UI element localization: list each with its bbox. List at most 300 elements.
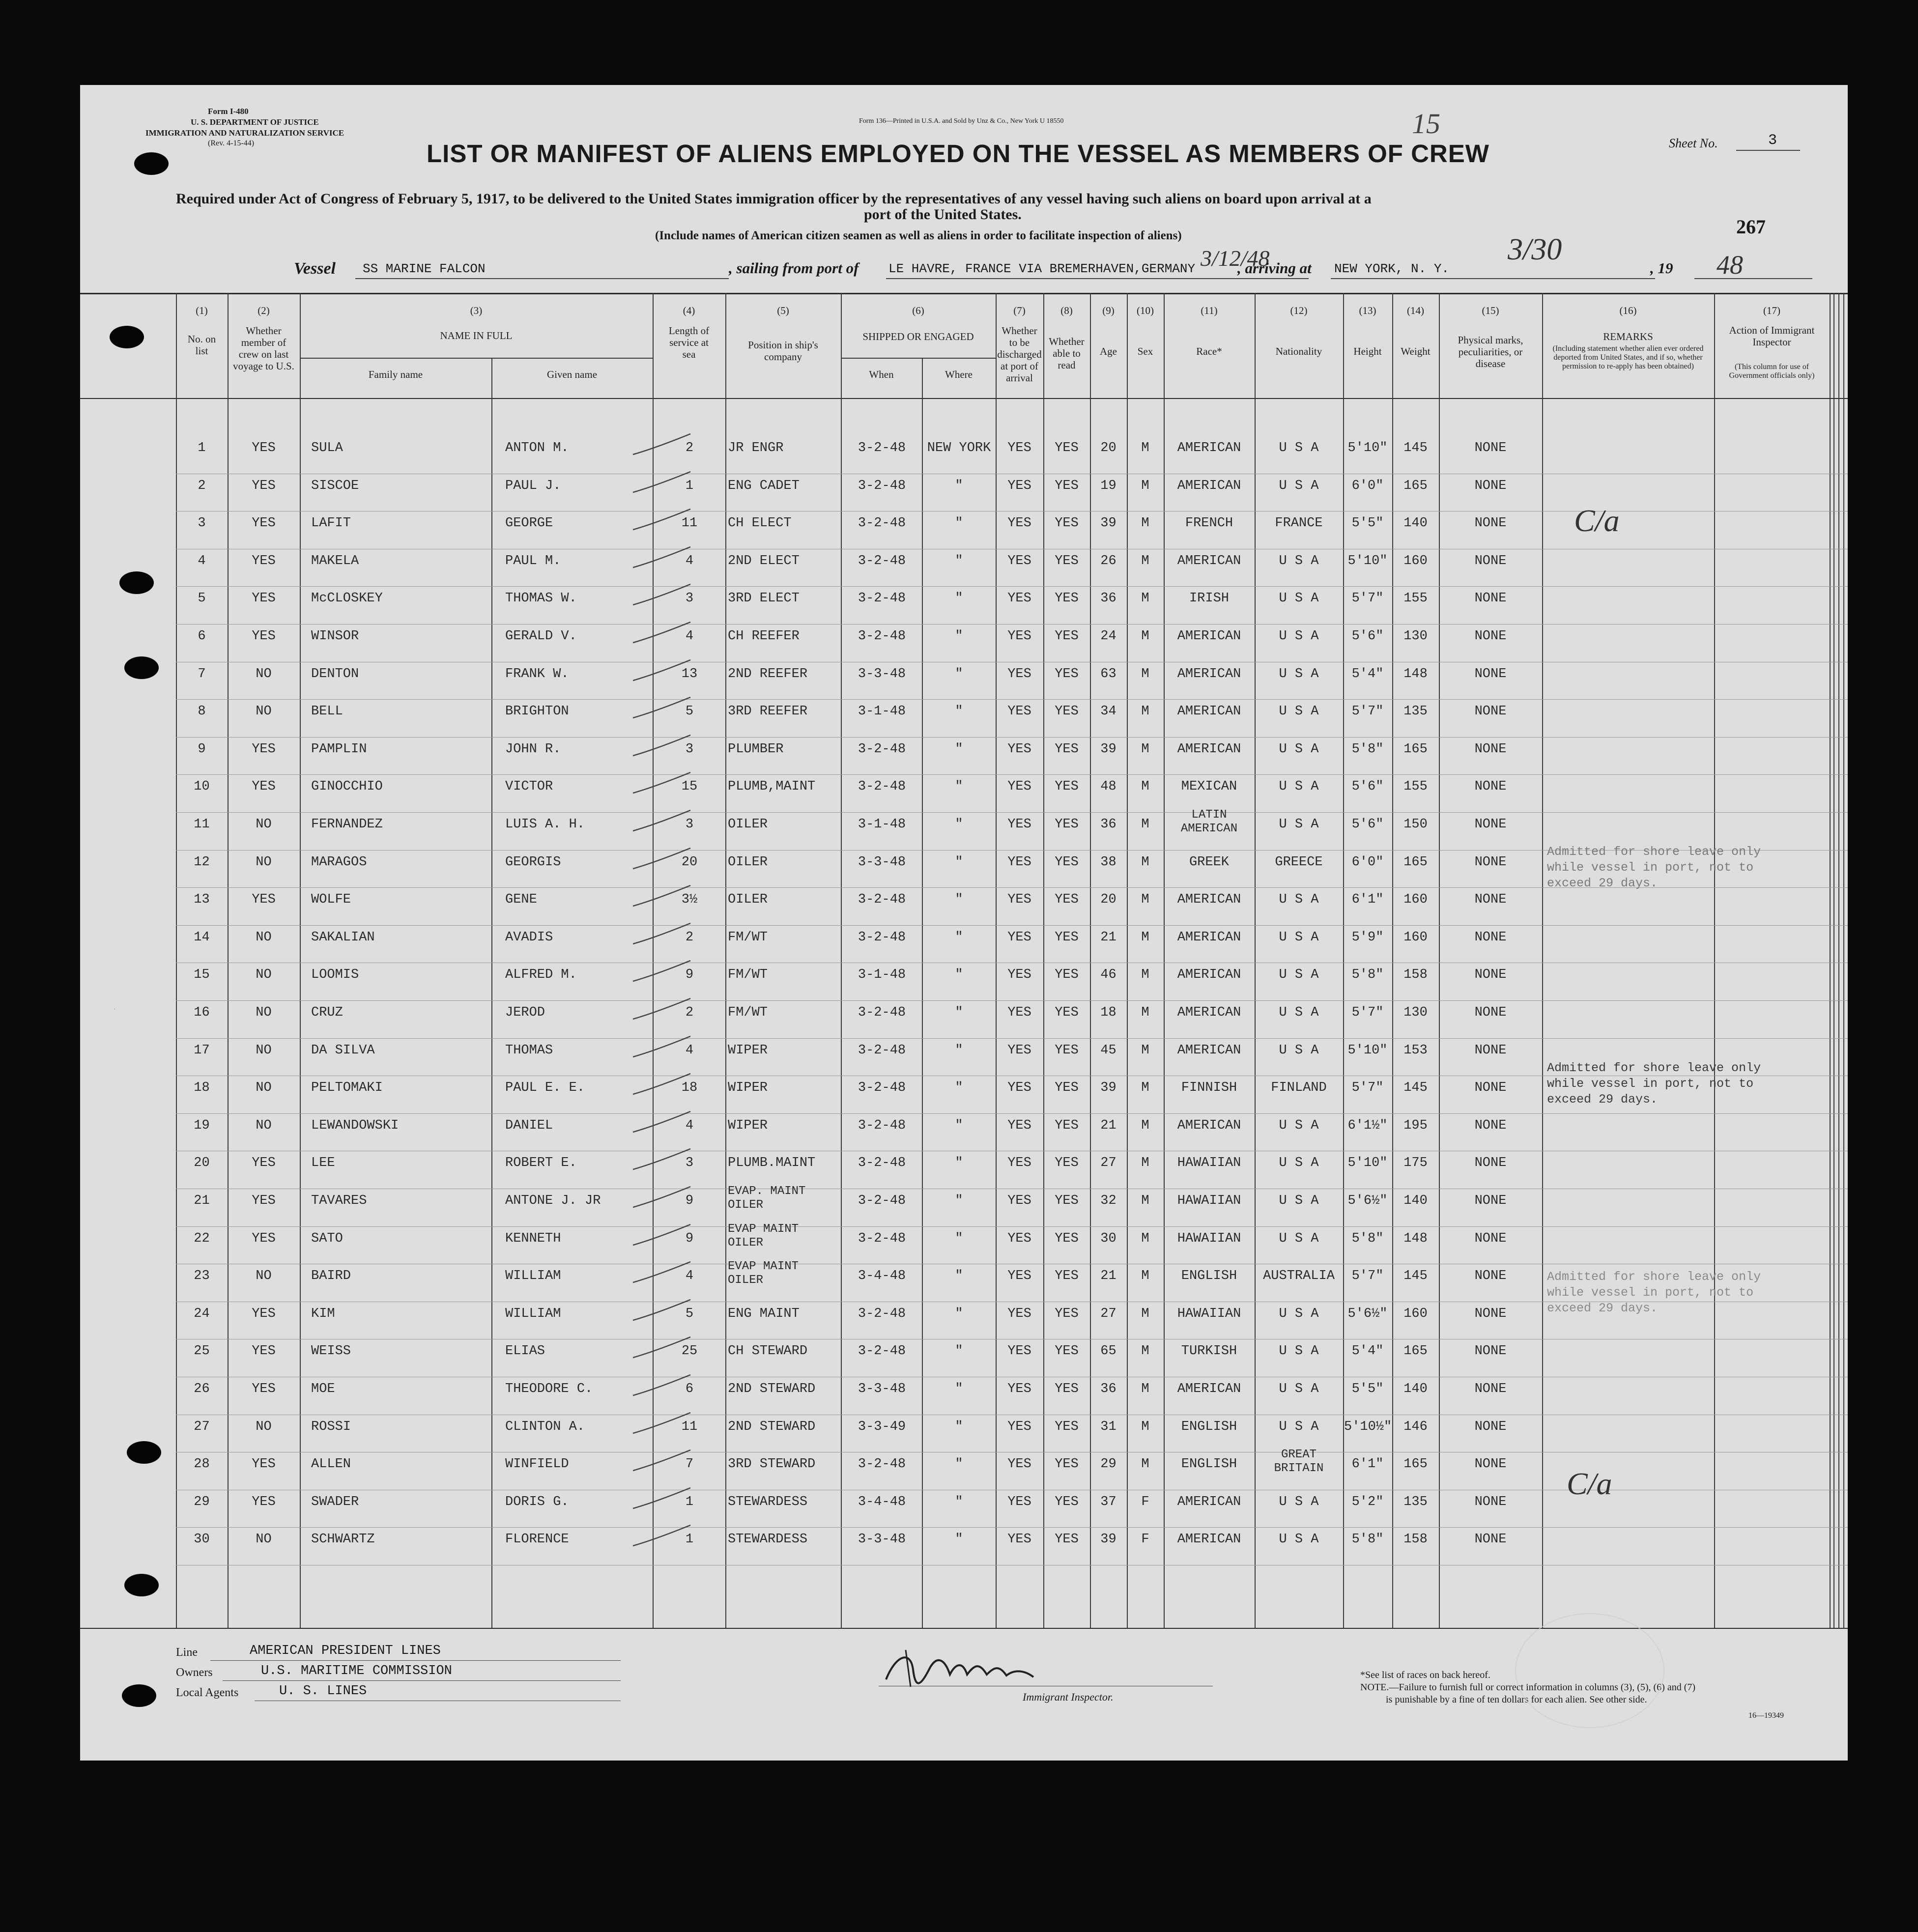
row-position: ENG MAINT	[728, 1306, 800, 1321]
row-discharged: YES	[1007, 478, 1031, 493]
row-physical-marks: NONE	[1474, 892, 1507, 908]
row-given-name: FRANK W.	[505, 666, 569, 682]
row-service-length: 4	[685, 629, 694, 644]
check-mark	[630, 693, 694, 723]
row-nationality: U S A	[1279, 741, 1319, 757]
row-race: AMERICAN	[1177, 1043, 1241, 1058]
row-weight: 148	[1403, 1231, 1428, 1246]
row-height: 5'7"	[1351, 1269, 1384, 1284]
row-shipped-when: 3-3-48	[858, 1532, 906, 1547]
row-age: 20	[1100, 892, 1116, 908]
row-height: 5'2"	[1351, 1494, 1384, 1509]
row-prev-voyage: NO	[256, 1419, 272, 1434]
col5-header: Position in ship's company	[748, 339, 818, 363]
row-number: 19	[194, 1118, 210, 1133]
row-height: 5'10"	[1347, 1156, 1388, 1171]
row-nationality: FINLAND	[1271, 1080, 1327, 1096]
col13-num: (13)	[1359, 305, 1376, 316]
col4-header: Length of service at sea	[668, 325, 710, 360]
row-prev-voyage: YES	[252, 591, 276, 606]
sailing-label: , sailing from port of	[729, 259, 859, 277]
row-height: 6'0"	[1351, 478, 1384, 493]
row-shipped-when: 3-2-48	[858, 1005, 906, 1020]
row-prev-voyage: YES	[252, 1193, 276, 1208]
row-age: 19	[1100, 478, 1116, 493]
row-given-name: LUIS A. H.	[505, 817, 585, 832]
row-given-name: FLORENCE	[505, 1532, 569, 1547]
row-nationality: U S A	[1279, 1043, 1319, 1058]
row-sex: M	[1141, 1118, 1149, 1133]
row-shipped-where: "	[955, 967, 963, 983]
col8-num: (8)	[1060, 305, 1073, 316]
row-physical-marks: NONE	[1474, 1382, 1507, 1396]
row-nationality: U S A	[1279, 1306, 1319, 1321]
row-able-to-read: YES	[1055, 1118, 1079, 1133]
col15-num: (15)	[1482, 305, 1499, 316]
row-sex: M	[1141, 666, 1149, 682]
row-shipped-when: 3-2-48	[858, 1231, 906, 1246]
row-given-name: BRIGHTON	[505, 704, 569, 719]
row-height: 5'4"	[1351, 1344, 1384, 1359]
row-age: 26	[1100, 553, 1116, 568]
row-race: AMERICAN	[1177, 441, 1241, 455]
row-number: 18	[194, 1080, 210, 1096]
subtitle-line2: port of the United States.	[864, 206, 1022, 223]
row-physical-marks: NONE	[1474, 967, 1507, 983]
row-family-name: SWADER	[311, 1494, 359, 1509]
row-sex: M	[1141, 1457, 1149, 1472]
row-height: 5'8"	[1351, 741, 1384, 757]
row-weight: 165	[1403, 741, 1428, 757]
row-sex: F	[1141, 1532, 1149, 1547]
owners-underline	[223, 1680, 621, 1681]
row-shipped-when: 3-2-48	[858, 1306, 906, 1321]
col7-header: Whether to be discharged at port of arrival	[997, 325, 1042, 384]
row-prev-voyage: NO	[256, 1080, 272, 1096]
col-divider	[228, 293, 229, 1628]
row-age: 27	[1100, 1306, 1116, 1321]
row-position: OILER	[728, 854, 768, 870]
col14-num: (14)	[1407, 305, 1424, 316]
row-weight: 140	[1403, 1193, 1428, 1208]
row-position: 2ND STEWARD	[728, 1419, 816, 1434]
col-divider	[1542, 293, 1543, 1628]
row-number: 14	[194, 930, 210, 945]
row-family-name: McCLOSKEY	[311, 591, 383, 606]
check-mark	[630, 768, 694, 798]
row-shipped-where: "	[955, 1344, 963, 1359]
row-family-name: WEISS	[311, 1344, 351, 1359]
row-position: PLUMBER	[728, 741, 784, 757]
row-prev-voyage: YES	[252, 441, 276, 455]
row-race: HAWAIIAN	[1177, 1231, 1241, 1246]
row-shipped-when: 3-2-48	[858, 1118, 906, 1133]
row-physical-marks: NONE	[1474, 629, 1507, 644]
row-given-name: THEODORE C.	[505, 1382, 593, 1396]
row-service-length: 1	[685, 1494, 694, 1509]
row-sex: M	[1141, 591, 1149, 606]
arriving-label: , arriving at	[1237, 259, 1312, 277]
col11-num: (11)	[1201, 305, 1218, 316]
row-height: 5'6½"	[1347, 1193, 1388, 1208]
row-race: TURKISH	[1181, 1344, 1237, 1359]
row-prev-voyage: NO	[256, 817, 272, 832]
row-family-name: TAVARES	[311, 1193, 367, 1208]
row-race: GREEK	[1189, 854, 1229, 870]
line-value: AMERICAN PRESIDENT LINES	[250, 1644, 441, 1658]
row-race: AMERICAN	[1177, 704, 1241, 719]
row-family-name: WINSOR	[311, 629, 359, 644]
row-family-name: SATO	[311, 1231, 343, 1246]
row-age: 30	[1100, 1231, 1116, 1246]
row-position: EVAP. MAINT OILER	[728, 1185, 806, 1212]
row-family-name: MOE	[311, 1382, 335, 1396]
row-family-name: LOOMIS	[311, 967, 359, 983]
row-race: AMERICAN	[1177, 1118, 1241, 1133]
row-height: 5'8"	[1351, 1532, 1384, 1547]
col-divider	[300, 293, 301, 1628]
form-number: Form I-480	[208, 107, 249, 116]
check-mark	[630, 1484, 694, 1513]
row-discharged: YES	[1007, 1005, 1031, 1020]
row-position: EVAP MAINT OILER	[728, 1222, 799, 1250]
subtitle-note: (Include names of American citizen seamen as well as aliens in order to facilitate inspection of aliens)	[655, 229, 1182, 242]
row-service-length: 5	[685, 704, 694, 719]
row-prev-voyage: YES	[252, 1156, 276, 1171]
row-physical-marks: NONE	[1474, 1419, 1507, 1434]
row-prev-voyage: YES	[252, 1457, 276, 1472]
row-given-name: JEROD	[505, 1005, 545, 1020]
row-sex: M	[1141, 1043, 1149, 1058]
col3a-header: Family name	[368, 369, 423, 380]
col-divider	[922, 358, 923, 1628]
form-code: 16—19349	[1748, 1711, 1784, 1720]
row-service-length: 5	[685, 1306, 694, 1321]
row-age: 38	[1100, 854, 1116, 870]
row-shipped-where: "	[955, 704, 963, 719]
row-discharged: YES	[1007, 1269, 1031, 1284]
row-given-name: THOMAS	[505, 1043, 553, 1058]
row-physical-marks: NONE	[1474, 1118, 1507, 1133]
col2-num: (2)	[258, 305, 270, 316]
row-age: 24	[1100, 629, 1116, 644]
name-subheader-line	[300, 358, 653, 359]
col8-header: Whether able to read	[1049, 336, 1085, 371]
arriving-underline	[1331, 278, 1655, 279]
row-number: 2	[198, 478, 206, 493]
row-height: 5'7"	[1351, 591, 1384, 606]
row-able-to-read: YES	[1055, 779, 1079, 795]
row-able-to-read: YES	[1055, 1494, 1079, 1509]
row-shipped-when: 3-2-48	[858, 1457, 906, 1472]
row-nationality: U S A	[1279, 1382, 1319, 1396]
row-number: 30	[194, 1532, 210, 1547]
table-top-border	[80, 293, 1848, 294]
row-nationality: U S A	[1279, 1005, 1319, 1020]
row-able-to-read: YES	[1055, 741, 1079, 757]
row-shipped-where: "	[955, 1193, 963, 1208]
row-number: 9	[198, 741, 206, 757]
col-divider	[491, 358, 492, 1628]
row-height: 6'1½"	[1347, 1118, 1388, 1133]
row-service-length: 1	[685, 478, 694, 493]
col3b-header: Given name	[546, 369, 598, 380]
row-sex: M	[1141, 1306, 1149, 1321]
row-shipped-where: NEW YORK	[927, 441, 991, 455]
col12-header: Nationality	[1275, 345, 1322, 357]
check-mark	[630, 1145, 694, 1174]
row-height: 5'10½"	[1344, 1419, 1392, 1434]
row-shipped-where: "	[955, 1118, 963, 1133]
row-height: 5'9"	[1351, 930, 1384, 945]
check-mark	[630, 430, 694, 459]
row-shipped-when: 3-2-48	[858, 1080, 906, 1096]
row-able-to-read: YES	[1055, 704, 1079, 719]
row-family-name: SISCOE	[311, 478, 359, 493]
vessel-name: SS MARINE FALCON	[363, 261, 486, 276]
row-service-length: 7	[685, 1457, 694, 1472]
row-given-name: ANTON M.	[505, 441, 569, 455]
row-position: 3RD STEWARD	[728, 1457, 816, 1472]
check-mark	[630, 1371, 694, 1400]
row-weight: 165	[1403, 1457, 1428, 1472]
row-discharged: YES	[1007, 967, 1031, 983]
stamp-number: 267	[1736, 216, 1766, 238]
row-shipped-where: "	[955, 1306, 963, 1321]
row-physical-marks: NONE	[1474, 741, 1507, 757]
row-nationality: U S A	[1279, 892, 1319, 908]
row-physical-marks: NONE	[1474, 1306, 1507, 1321]
row-prev-voyage: NO	[256, 967, 272, 983]
row-service-length: 25	[681, 1344, 698, 1359]
row-prev-voyage: YES	[252, 1382, 276, 1396]
col7-num: (7)	[1013, 305, 1026, 316]
row-height: 5'4"	[1351, 666, 1384, 682]
row-shipped-when: 3-4-48	[858, 1269, 906, 1284]
row-divider	[176, 1527, 1848, 1528]
row-family-name: SCHWARTZ	[311, 1532, 375, 1547]
row-discharged: YES	[1007, 516, 1031, 531]
row-shipped-where: "	[955, 930, 963, 945]
row-weight: 165	[1403, 1344, 1428, 1359]
row-age: 21	[1100, 1118, 1116, 1133]
row-divider	[176, 774, 1848, 775]
row-number: 15	[194, 967, 210, 983]
row-shipped-when: 3-1-48	[858, 817, 906, 832]
row-weight: 130	[1403, 629, 1428, 644]
row-number: 23	[194, 1269, 210, 1284]
row-given-name: GENE	[505, 892, 537, 908]
agents-value: U. S. LINES	[279, 1684, 367, 1699]
row-position: 2ND REEFER	[728, 666, 808, 682]
row-given-name: ALFRED M.	[505, 967, 577, 983]
row-physical-marks: NONE	[1474, 854, 1507, 870]
row-age: 32	[1100, 1193, 1116, 1208]
row-shipped-when: 3-3-49	[858, 1419, 906, 1434]
row-shipped-when: 3-3-48	[858, 1382, 906, 1396]
row-family-name: BAIRD	[311, 1269, 351, 1284]
punch-hole	[122, 1684, 156, 1707]
row-shipped-where: "	[955, 1419, 963, 1434]
row-prev-voyage: NO	[256, 1269, 272, 1284]
row-race: AMERICAN	[1177, 478, 1241, 493]
row-nationality: U S A	[1279, 1193, 1319, 1208]
punch-hole	[124, 1574, 159, 1596]
row-weight: 195	[1403, 1118, 1428, 1133]
row-shipped-where: "	[955, 1457, 963, 1472]
col10-header: Sex	[1137, 345, 1153, 357]
remark-shore-leave: Admitted for shore leave only while vessel in port, not to exceed 29 days.	[1547, 1270, 1761, 1315]
check-mark	[630, 468, 694, 497]
row-given-name: DORIS G.	[505, 1494, 569, 1509]
row-number: 27	[194, 1419, 210, 1434]
row-race: ENGLISH	[1181, 1269, 1237, 1284]
row-shipped-where: "	[955, 629, 963, 644]
row-discharged: YES	[1007, 1532, 1031, 1547]
check-mark	[630, 656, 694, 685]
row-able-to-read: YES	[1055, 1193, 1079, 1208]
row-shipped-when: 3-2-48	[858, 1043, 906, 1058]
row-number: 17	[194, 1043, 210, 1058]
row-sex: M	[1141, 441, 1149, 455]
row-age: 21	[1100, 930, 1116, 945]
row-weight: 155	[1403, 591, 1428, 606]
row-nationality: GREECE	[1275, 854, 1323, 870]
row-age: 39	[1100, 1080, 1116, 1096]
row-able-to-read: YES	[1055, 930, 1079, 945]
check-mark	[630, 1296, 694, 1325]
row-height: 5'10"	[1347, 1043, 1388, 1058]
row-race: AMERICAN	[1177, 967, 1241, 983]
col3-header: NAME IN FULL	[440, 330, 513, 341]
row-sex: M	[1141, 854, 1149, 870]
sailing-date: 3/12/48	[1201, 246, 1270, 271]
row-position: FM/WT	[728, 1005, 768, 1020]
row-shipped-when: 3-2-48	[858, 1344, 906, 1359]
notary-seal	[1515, 1613, 1664, 1728]
row-number: 13	[194, 892, 210, 908]
row-shipped-where: "	[955, 1231, 963, 1246]
row-shipped-where: "	[955, 1532, 963, 1547]
row-family-name: ALLEN	[311, 1457, 351, 1472]
sheet-label: Sheet No.	[1669, 136, 1718, 150]
row-divider	[176, 1038, 1848, 1039]
row-race: HAWAIIAN	[1177, 1193, 1241, 1208]
row-sex: M	[1141, 1156, 1149, 1171]
row-divider	[176, 925, 1848, 926]
col13-header: Height	[1353, 345, 1382, 357]
row-shipped-when: 3-2-48	[858, 1156, 906, 1171]
row-sex: M	[1141, 1231, 1149, 1246]
handwritten-note: 15	[1412, 108, 1440, 140]
row-discharged: YES	[1007, 1231, 1031, 1246]
row-number: 28	[194, 1457, 210, 1472]
col6-num: (6)	[912, 305, 924, 316]
row-race: ENGLISH	[1181, 1457, 1237, 1472]
row-nationality: U S A	[1279, 930, 1319, 945]
row-able-to-read: YES	[1055, 1269, 1079, 1284]
row-shipped-when: 3-2-48	[858, 516, 906, 531]
row-given-name: WINFIELD	[505, 1457, 569, 1472]
row-weight: 140	[1403, 516, 1428, 531]
row-height: 5'6½"	[1347, 1306, 1388, 1321]
year-prefix: , 19	[1650, 259, 1673, 277]
remark-ca-row28: C/a	[1567, 1466, 1612, 1501]
row-height: 5'10"	[1347, 553, 1388, 568]
row-weight: 145	[1403, 1269, 1428, 1284]
col11-header: Race*	[1196, 345, 1222, 357]
row-physical-marks: NONE	[1474, 516, 1507, 531]
row-given-name: ROBERT E.	[505, 1156, 577, 1171]
table-header-bottom	[80, 398, 1848, 399]
row-given-name: GERALD V.	[505, 629, 577, 644]
row-position: CH ELECT	[728, 516, 792, 531]
row-family-name: SAKALIAN	[311, 930, 375, 945]
vessel-underline	[355, 278, 729, 279]
check-mark	[630, 505, 694, 535]
row-height: 5'7"	[1351, 704, 1384, 719]
row-discharged: YES	[1007, 779, 1031, 795]
row-height: 5'7"	[1351, 1005, 1384, 1020]
row-physical-marks: NONE	[1474, 1043, 1507, 1058]
row-shipped-where: "	[955, 516, 963, 531]
row-sex: M	[1141, 967, 1149, 983]
col5-num: (5)	[777, 305, 789, 316]
row-number: 6	[198, 629, 206, 644]
row-number: 24	[194, 1306, 210, 1321]
owners-value: U.S. MARITIME COMMISSION	[261, 1664, 452, 1678]
row-sex: M	[1141, 892, 1149, 908]
col12-num: (12)	[1290, 305, 1308, 316]
col2-header: Whether member of crew on last voyage to U.S.	[233, 325, 294, 372]
subtitle-line1: Required under Act of Congress of February 5, 1917, to be delivered to the United States immigration officer by the representatives of any vessel having such aliens on board upon arrival at a	[176, 191, 1372, 207]
col-divider	[725, 293, 726, 1628]
row-height: 6'1"	[1351, 892, 1384, 908]
row-shipped-where: "	[955, 478, 963, 493]
row-race: HAWAIIAN	[1177, 1156, 1241, 1171]
row-service-length: 1	[685, 1532, 694, 1547]
row-shipped-when: 3-2-48	[858, 779, 906, 795]
row-weight: 160	[1403, 930, 1428, 945]
row-nationality: U S A	[1279, 1419, 1319, 1434]
row-able-to-read: YES	[1055, 1344, 1079, 1359]
col-divider	[841, 293, 842, 1628]
row-discharged: YES	[1007, 1344, 1031, 1359]
row-physical-marks: NONE	[1474, 817, 1507, 832]
row-shipped-when: 3-2-48	[858, 553, 906, 568]
row-service-length: 11	[681, 1419, 698, 1434]
row-service-length: 9	[685, 1193, 694, 1208]
row-age: 45	[1100, 1043, 1116, 1058]
row-given-name: ELIAS	[505, 1344, 545, 1359]
row-discharged: YES	[1007, 1457, 1031, 1472]
col-divider	[1830, 293, 1831, 1628]
row-weight: 160	[1403, 1306, 1428, 1321]
punch-hole	[119, 571, 154, 594]
row-position: 2ND ELECT	[728, 553, 800, 568]
row-number: 8	[198, 704, 206, 719]
row-discharged: YES	[1007, 1043, 1031, 1058]
sheet-underline	[1736, 150, 1800, 151]
row-position: OILER	[728, 892, 768, 908]
row-discharged: YES	[1007, 854, 1031, 870]
row-position: OILER	[728, 817, 768, 832]
row-height: 6'0"	[1351, 854, 1384, 870]
row-weight: 145	[1403, 1080, 1428, 1096]
row-physical-marks: NONE	[1474, 779, 1507, 795]
row-number: 20	[194, 1156, 210, 1171]
row-able-to-read: YES	[1055, 629, 1079, 644]
